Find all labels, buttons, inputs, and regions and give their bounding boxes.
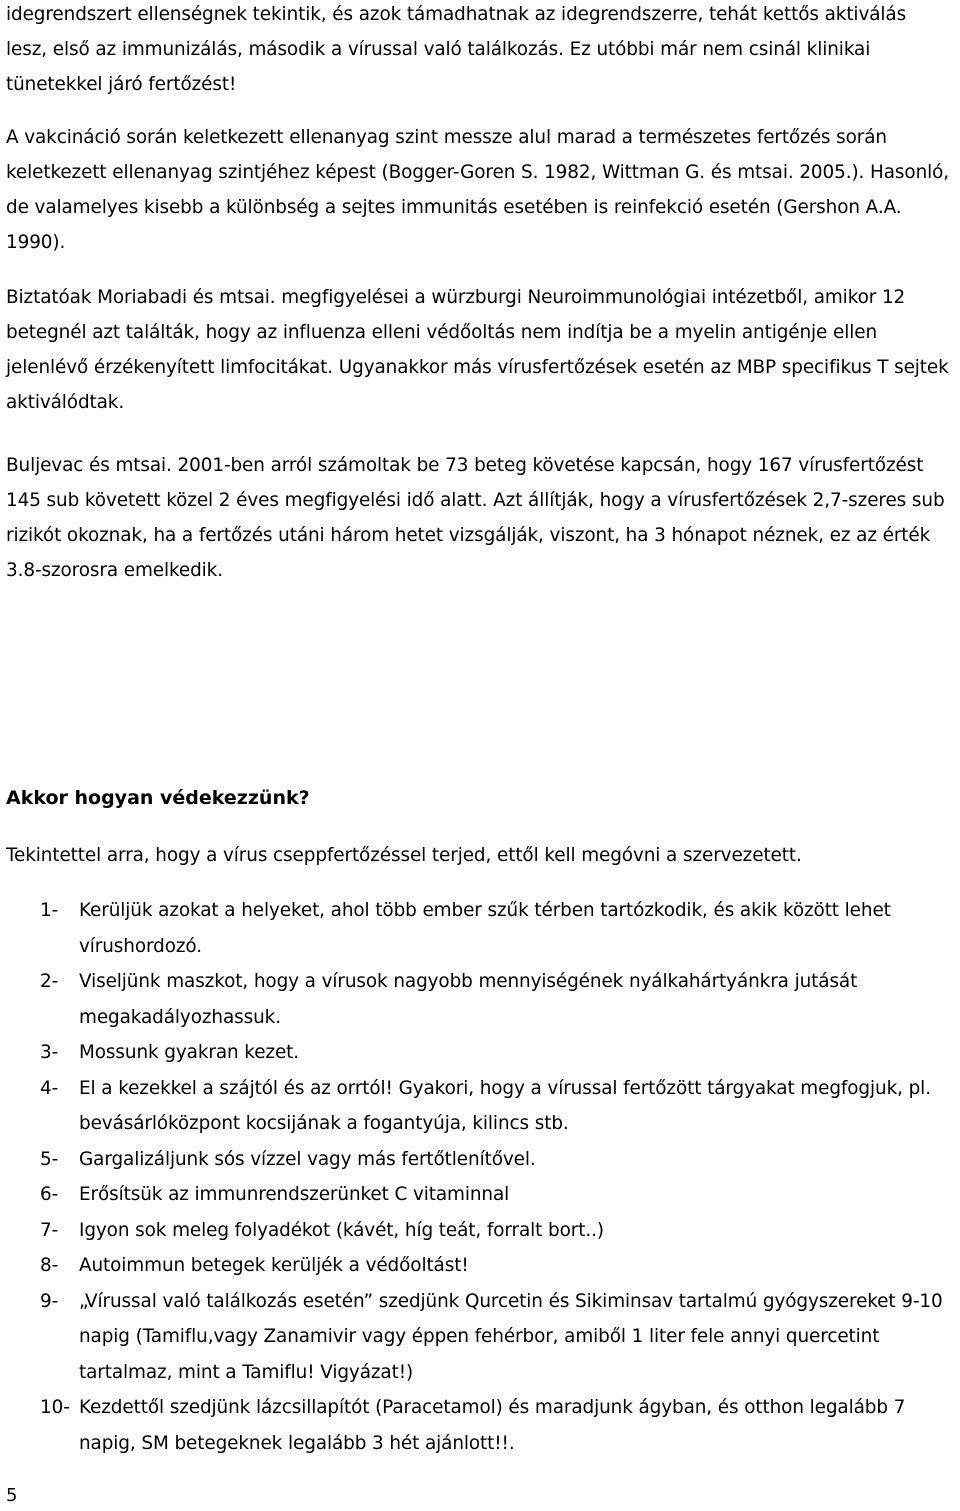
list-item-text: „Vírussal való találkozás esetén” szedjünk Qurcetin és Sikiminsav tartalmú gyógyszereket 9-10 napig (Tamiflu,vagy Zanamivir vagy éppen fehérbor, amiből 1 liter fele annyi quercetint tartalmaz, mint a Tamiflu! Vigyázat!) xyxy=(79,1290,943,1383)
list-item-text: Mossunk gyakran kezet. xyxy=(79,1042,300,1063)
prevention-list xyxy=(40,893,955,1461)
paragraph-immunization: idegrendszert ellenségnek tekintik, és azok támadhatnak az idegrendszerre, tehát kettős aktiválás lesz, első az immunizálás, második a vírussal való találkozás. Ez utóbbi már nem csinál klinikai tünetekkel járó fertőzést! xyxy=(6,4,907,95)
list-item-text: Gargalizáljunk sós vízzel vagy más fertőtlenítővel. xyxy=(79,1148,536,1170)
list-item xyxy=(40,1284,955,1391)
list-item-number: 1- xyxy=(40,900,59,921)
list-item-text: Igyon sok meleg folyadékot (kávét, híg teát, forralt bort..) xyxy=(79,1219,604,1241)
list-item xyxy=(40,1071,955,1142)
list-item-text: Kerüljük azokat a helyeket, ahol több ember szűk térben tartózkodik, és akik között lehet vírushordozó. xyxy=(79,900,891,957)
list-item-number: 4- xyxy=(40,1077,59,1099)
page-number: 5 xyxy=(6,1485,18,1506)
paragraph-vaccination-antibody: A vakcináció során keletkezett ellenanyag szint messze alul marad a természetes fertőzés során keletkezett ellenanyag szintjéhez képest (Bogger-Goren S. 1982, Wittman G. és mtsai. 2005.). Hasonló, de valamelyes kisebb a különbség a sejtes immunitás esetében is reinfekció esetén (Gershon A.A. 1990). xyxy=(6,127,950,253)
list-item xyxy=(40,893,955,964)
paragraph-moriabadi-study: Biztatóak Moriabadi és mtsai. megfigyelései a würzburgi Neuroimmunológiai intézetből, amikor 12 betegnél azt találták, hogy az influenza elleni védőoltás nem indítja be a myelin antigénje ellen jelenlévő érzékenyített limfocitákat. Ugyanakkor más vírusfertőzések esetén az MBP specifikus T sejtek aktiválódtak. xyxy=(6,287,949,413)
section-heading: Akkor hogyan védekezzünk? xyxy=(6,787,310,809)
list-item-number: 8- xyxy=(40,1255,59,1276)
list-item xyxy=(40,1177,955,1213)
list-item-number: 3- xyxy=(40,1042,59,1063)
list-item xyxy=(40,1390,955,1461)
list-item xyxy=(40,1248,955,1284)
list-item xyxy=(40,1035,955,1071)
list-item-number: 2- xyxy=(40,971,59,992)
intro-paragraph: Tekintettel arra, hogy a vírus cseppfertőzéssel terjed, ettől kell megóvni a szervezetett. xyxy=(6,845,802,866)
list-item xyxy=(40,964,955,1035)
list-item-number: 9- xyxy=(40,1290,59,1312)
paragraph-buljevac-study: Buljevac és mtsai. 2001-ben arról számoltak be 73 beteg követése kapcsán, hogy 167 vírusfertőzést 145 sub követett közel 2 éves megfigyelési idő alatt. Azt állítják, hogy a vírusfertőzések 2,7-szeres sub rizikót okoznak, ha a fertőzés utáni három hetet vizsgálják, viszont, ha 3 hónapot néznek, ez az érték 3.8-szorosra emelkedik. xyxy=(6,455,945,581)
list-item-text: Autoimmun betegek kerüljék a védőoltást! xyxy=(79,1255,469,1276)
list-item xyxy=(40,1142,955,1178)
list-item-number: 10- xyxy=(40,1397,70,1418)
list-item-number: 7- xyxy=(40,1219,59,1241)
list-item-text: Kezdettől szedjünk lázcsillapítót (Paracetamol) és maradjunk ágyban, és otthon legalább 7 napig, SM betegeknek legalább 3 hét ajánlott!!. xyxy=(79,1397,906,1454)
list-item xyxy=(40,1213,955,1249)
list-item-text: Erősítsük az immunrendszerünket C vitaminnal xyxy=(79,1184,510,1205)
list-item-number: 5- xyxy=(40,1148,59,1170)
list-item-number: 6- xyxy=(40,1184,59,1205)
list-item-text: El a kezekkel a szájtól és az orrtól! Gyakori, hogy a vírussal fertőzött tárgyakat megfogjuk, pl. bevásárlóközpont kocsijának a fogantyúja, kilincs stb. xyxy=(79,1077,931,1134)
list-item-text: Viseljünk maszkot, hogy a vírusok nagyobb mennyiségének nyálkahártyánkra jutását megakadályozhassuk. xyxy=(79,971,858,1028)
